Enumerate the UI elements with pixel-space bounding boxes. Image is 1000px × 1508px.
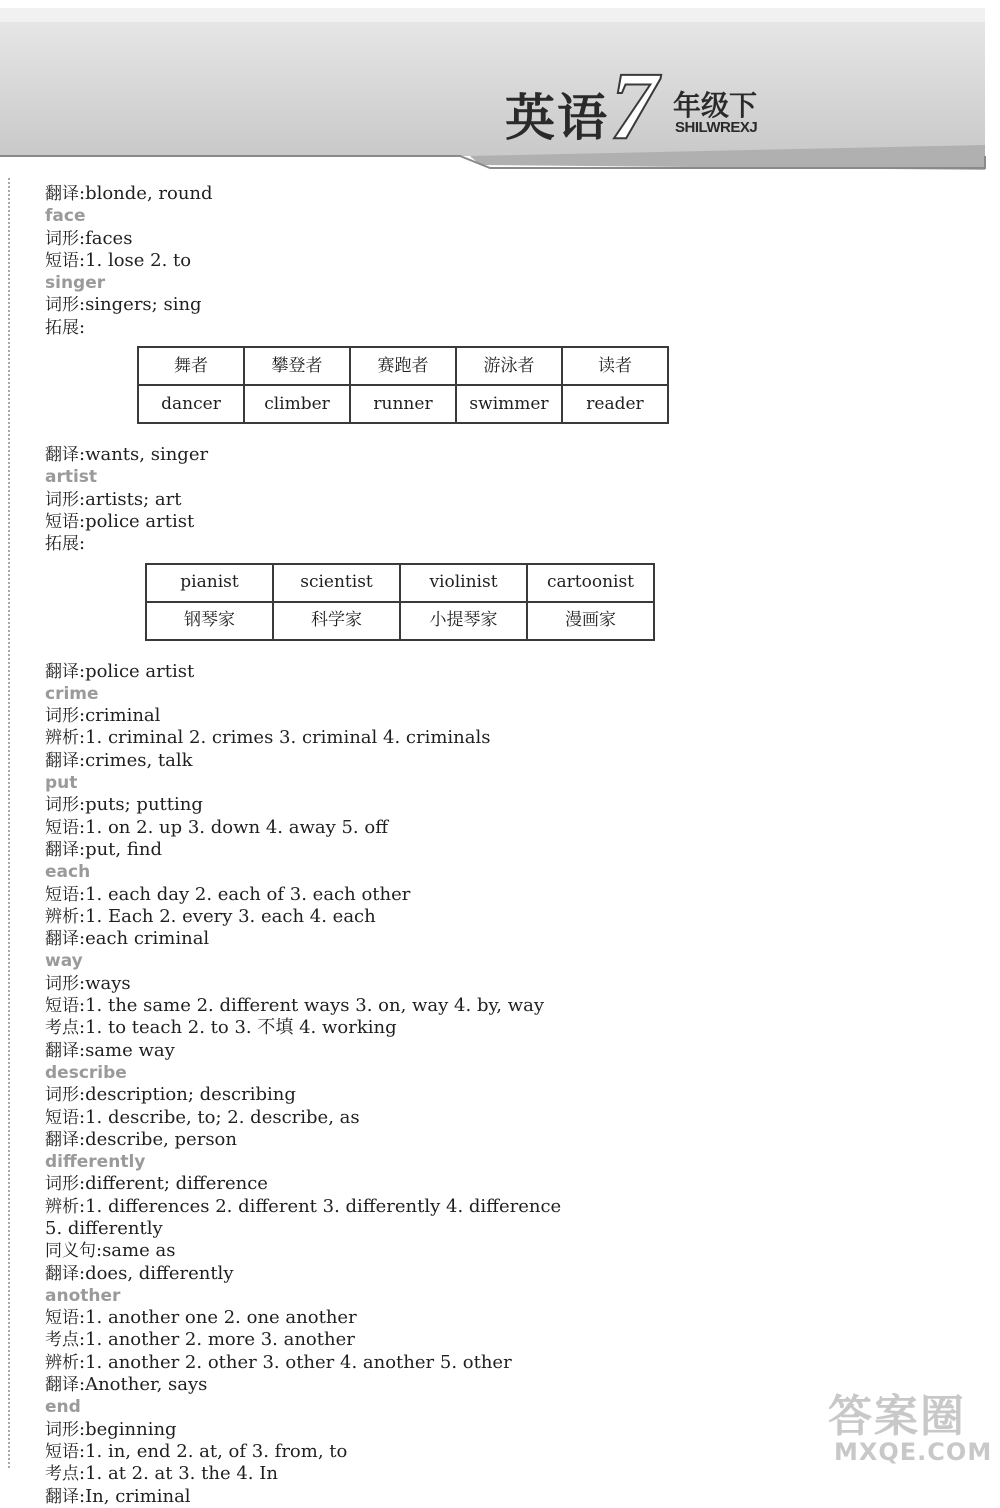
- entry-line: 辨析:1. differences 2. different 3. differently 4. difference: [45, 1195, 562, 1217]
- entry-line: 短语:1. describe, to; 2. describe, as: [45, 1106, 360, 1128]
- entry-line: 短语:1. on 2. up 3. down 4. away 5. off: [45, 816, 388, 838]
- entry-line: 词形:beginning: [45, 1418, 177, 1440]
- entry-line: 翻译:same way: [45, 1039, 175, 1061]
- extension-table-singer: [137, 346, 669, 424]
- entry-line: 翻译:Another, says: [45, 1374, 208, 1396]
- table-cell: runner: [350, 385, 456, 423]
- table-cell: climber: [244, 385, 350, 423]
- entry-line: 短语:1. the same 2. different ways 3. on, way 4. by, way: [45, 995, 545, 1017]
- table-cell: 钢琴家: [146, 602, 273, 640]
- entry-line: 辨析:1. criminal 2. crimes 3. criminal 4. criminals: [45, 727, 491, 749]
- subject-title: 英语: [505, 89, 609, 147]
- entry-line: 同义句:same as: [45, 1240, 176, 1262]
- grade-number: 7: [610, 52, 658, 159]
- entry-line: 词形:singers; sing: [45, 294, 202, 316]
- table-cell: swimmer: [456, 385, 562, 423]
- table-cell: 赛跑者: [350, 347, 456, 385]
- headword-end: end: [45, 1397, 81, 1418]
- headword-differently: differently: [45, 1152, 146, 1173]
- entry-line: 词形:different; difference: [45, 1173, 268, 1195]
- headword-face: face: [45, 206, 86, 227]
- entry-line: 词形:criminal: [45, 705, 161, 727]
- grade-text: 年级下: [673, 89, 758, 122]
- table-cell: 读者: [562, 347, 668, 385]
- entry-line: 短语:police artist: [45, 510, 195, 532]
- entry-line: 词形:faces: [45, 227, 133, 249]
- entry-line: 翻译:blonde, round: [45, 183, 213, 204]
- headword-crime: crime: [45, 683, 99, 704]
- entry-line: 短语:1. each day 2. each of 3. each other: [45, 883, 411, 905]
- entry-line: 短语:1. in, end 2. at, of 3. from, to: [45, 1440, 348, 1462]
- extension-table-block: [45, 339, 975, 444]
- entry-line: 考点:1. to teach 2. to 3. 不填 4. working: [45, 1017, 397, 1039]
- headword-put: put: [45, 773, 78, 794]
- entry-line: 短语:1. lose 2. to: [45, 249, 192, 271]
- entry-line: 翻译:In, criminal: [45, 1485, 191, 1507]
- entry-line: 拓展:: [45, 533, 86, 555]
- entry-line: 翻译:put, find: [45, 838, 162, 860]
- headword-singer: singer: [45, 273, 106, 294]
- entry-line: 词形:artists; art: [45, 488, 182, 510]
- left-margin-rule: [8, 178, 10, 1468]
- table-cell: violinist: [400, 564, 527, 602]
- entry-line: 短语:1. another one 2. one another: [45, 1307, 357, 1329]
- entry-line: 考点:1. at 2. at 3. the 4. In: [45, 1463, 278, 1485]
- entry-line: 词形:ways: [45, 972, 131, 994]
- header-banner: [0, 0, 1000, 170]
- site-watermark: [818, 1380, 993, 1468]
- table-cell: 漫画家: [527, 602, 654, 640]
- entry-line: 翻译:does, differently: [45, 1262, 234, 1284]
- headword-way: way: [45, 951, 83, 972]
- table-cell: 科学家: [273, 602, 400, 640]
- table-cell: 攀登者: [244, 347, 350, 385]
- page-header: [0, 0, 1000, 170]
- entry-line: 拓展:: [45, 316, 86, 338]
- table-cell: dancer: [138, 385, 244, 423]
- table-cell: 小提琴家: [400, 602, 527, 640]
- entry-line: 辨析:1. another 2. other 3. other 4. another 5. other: [45, 1351, 512, 1373]
- watermark-url: MXQE.COM: [834, 1438, 993, 1466]
- entry-line: 辨析:1. Each 2. every 3. each 4. each: [45, 905, 376, 927]
- headword-each: each: [45, 862, 91, 883]
- answer-content: [45, 183, 975, 1508]
- entry-line: 翻译:wants, singer: [45, 444, 209, 466]
- entry-line: 词形:puts; putting: [45, 794, 203, 816]
- entry-line: 翻译:police artist: [45, 660, 195, 682]
- book-code: SHILWREXJ: [675, 119, 758, 136]
- watermark-logo-text: 答案圈: [828, 1391, 966, 1442]
- table-cell: scientist: [273, 564, 400, 602]
- entry-line: 5. differently: [45, 1217, 163, 1239]
- entry-line: 翻译:describe, person: [45, 1128, 237, 1150]
- table-cell: cartoonist: [527, 564, 654, 602]
- table-cell: pianist: [146, 564, 273, 602]
- entry-line: 考点:1. another 2. more 3. another: [45, 1329, 355, 1351]
- entry-line: 翻译:each criminal: [45, 928, 210, 950]
- table-cell: 舞者: [138, 347, 244, 385]
- extension-table-block: [45, 556, 975, 661]
- extension-table-artist: [145, 563, 655, 641]
- entry-line: 词形:description; describing: [45, 1084, 296, 1106]
- table-cell: 游泳者: [456, 347, 562, 385]
- headword-another: another: [45, 1285, 121, 1306]
- entry-line: 翻译:crimes, talk: [45, 749, 193, 771]
- headword-artist: artist: [45, 467, 98, 488]
- table-cell: reader: [562, 385, 668, 423]
- headword-describe: describe: [45, 1062, 127, 1083]
